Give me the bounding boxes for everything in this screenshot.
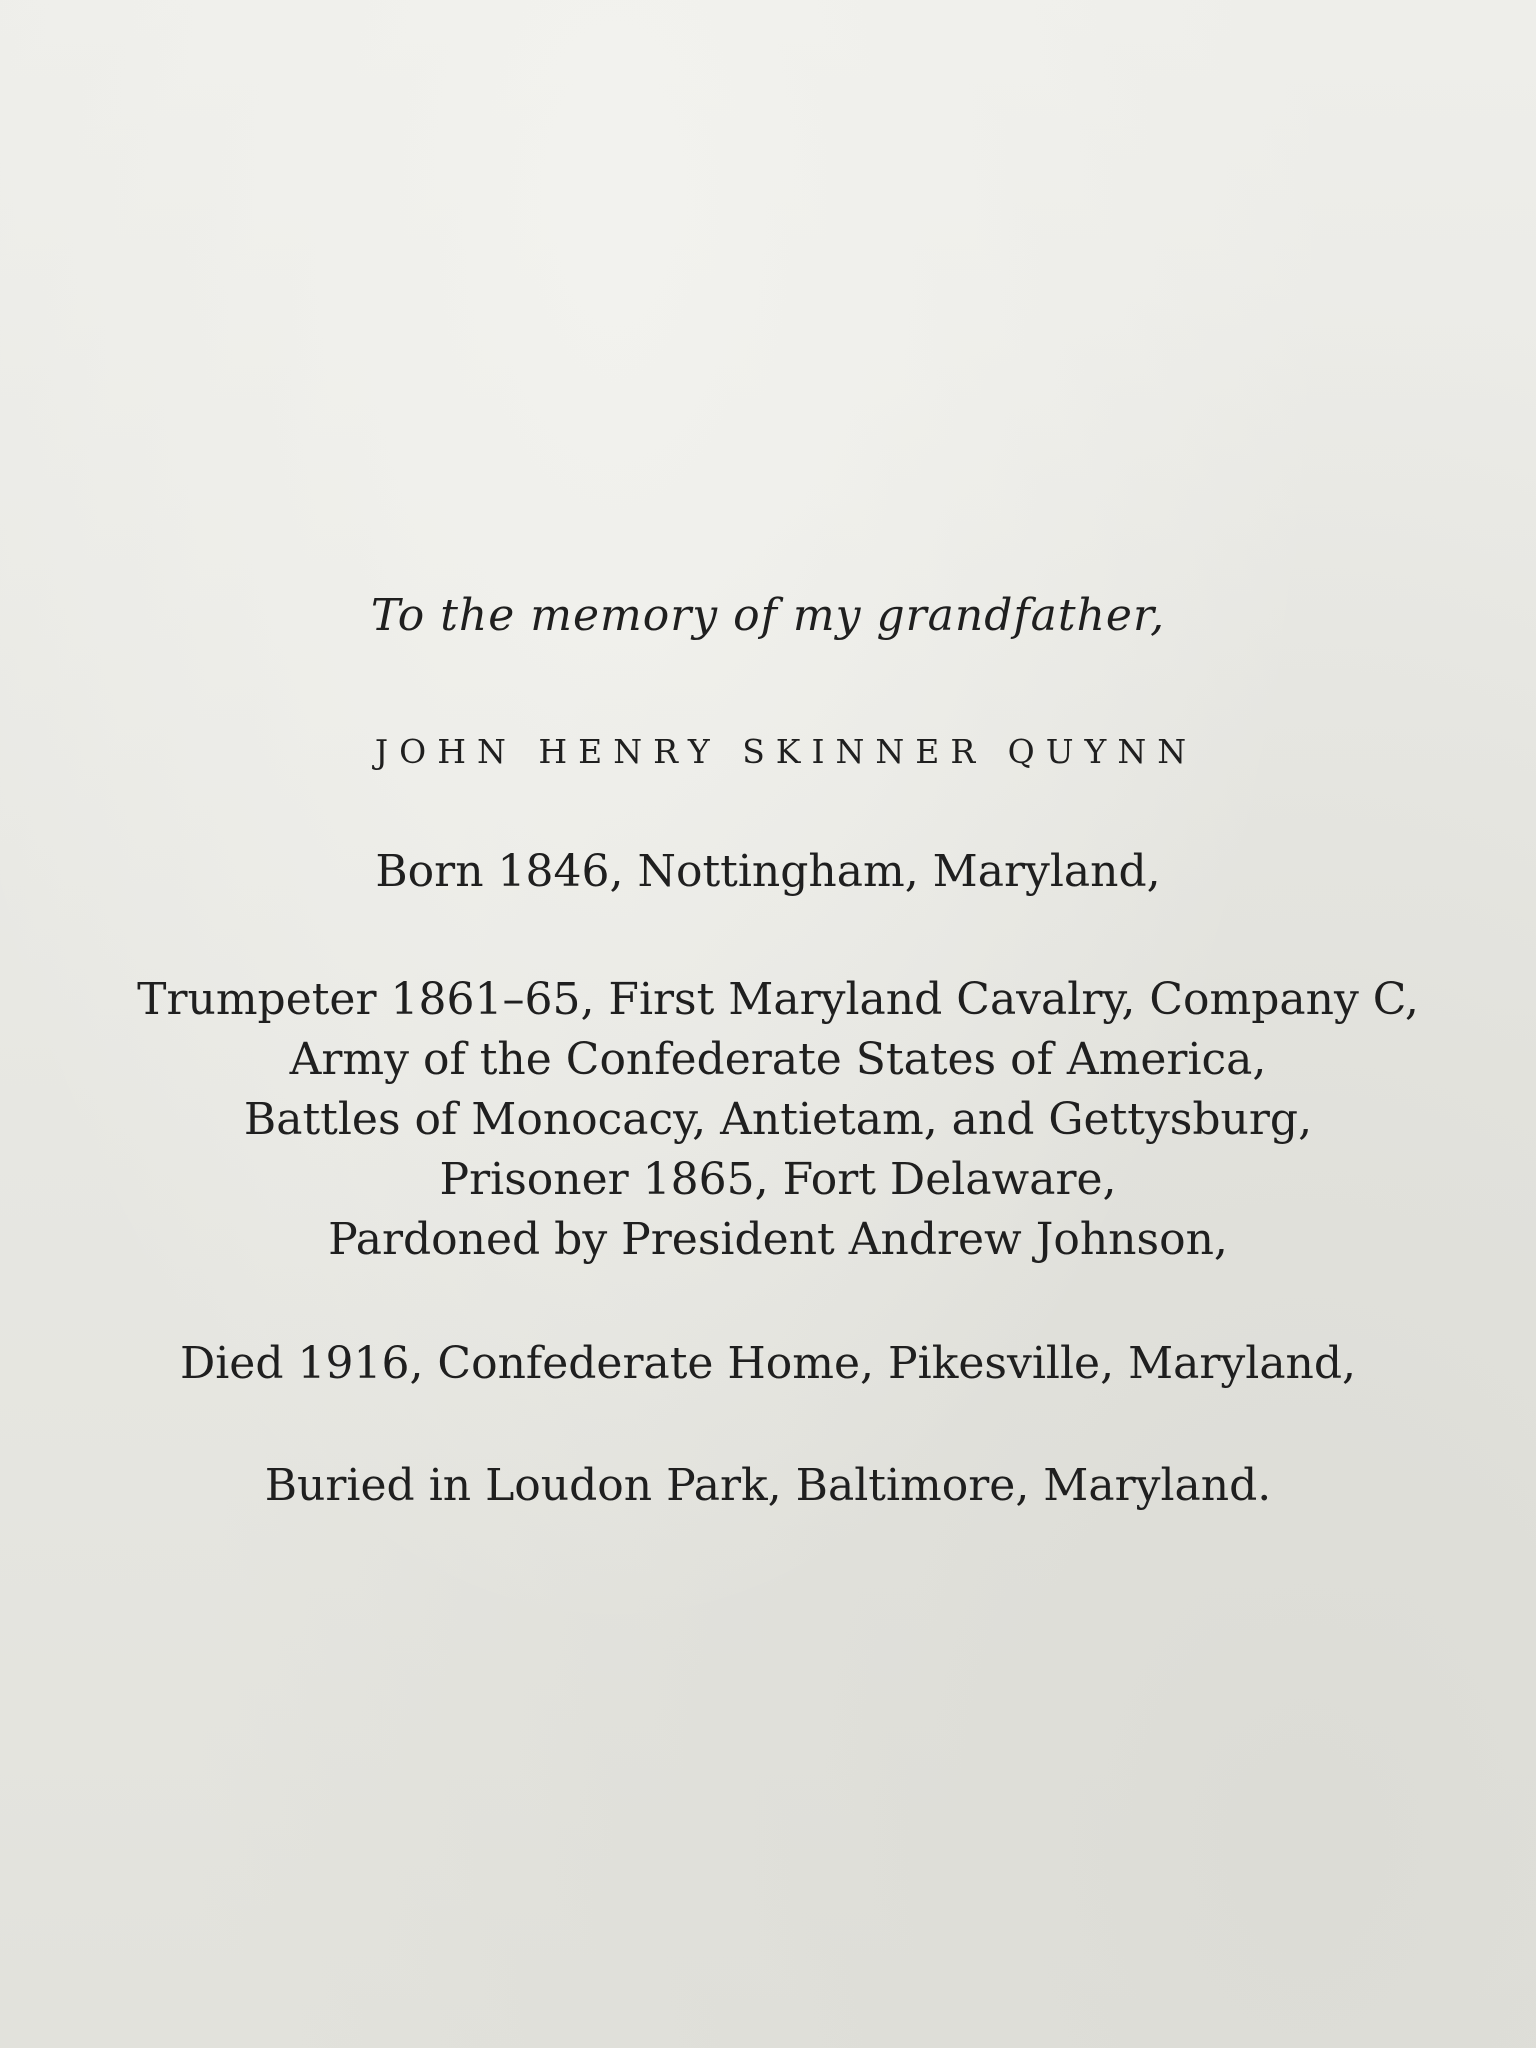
burial-line: Buried in Loudon Park, Baltimore, Maryland. [264,1460,1272,1511]
service-line: Battles of Monocacy, Antietam, and Gettysburg, [243,1094,1313,1145]
service-line: Army of the Confederate States of America, [289,1034,1267,1085]
service-line: Prisoner 1865, Fort Delaware, [439,1154,1117,1205]
death-line: Died 1916, Confederate Home, Pikesville, Maryland, [179,1338,1357,1389]
service-record [10,970,1536,1270]
honoree-name: JOHN HENRY SKINNER QUYNN [374,732,1198,771]
birth-line: Born 1846, Nottingham, Maryland, [375,846,1161,897]
service-line: Pardoned by President Andrew Johnson, [328,1214,1228,1265]
dedication-line: To the memory of my grandfather, [370,590,1166,641]
service-line: Trumpeter 1861–65, First Maryland Cavalry, Company C, [137,974,1419,1025]
